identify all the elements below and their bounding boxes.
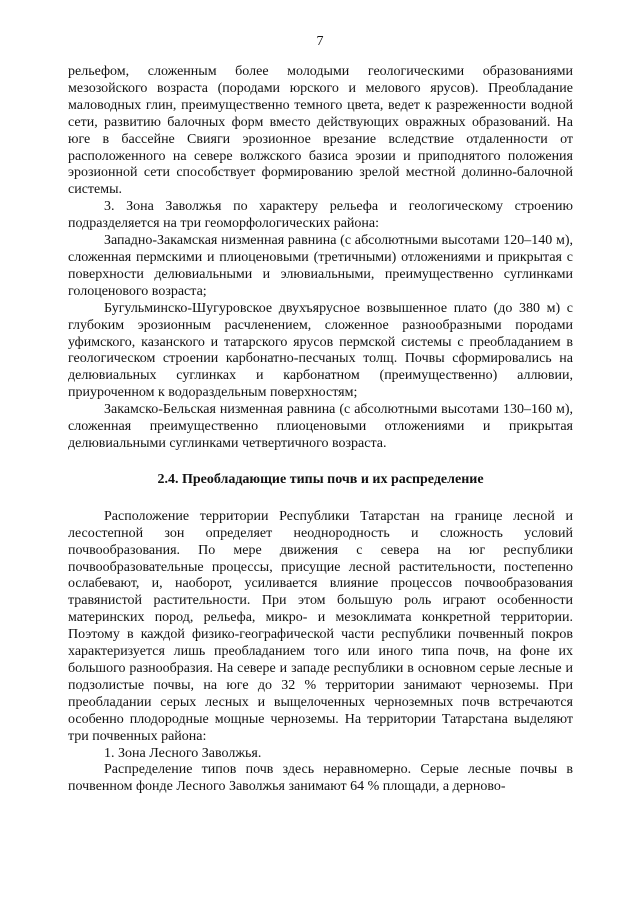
page-content (68, 64, 573, 796)
paragraph-zakamsk-belsk-plain: Закамско-Бельская низменная равнина (с абсолютными высотами 130–160 м), сложенная преимущественно плиоценовыми отложениями и прикрытая делювиальными суглинками четвертичного возраста. (68, 402, 573, 451)
paragraph-bugulma-plateau: Бугульминско-Шугуровское двухъярусное возвышенное плато (до 380 м) с глубоким эрозионным расчленением, сложенное разнообразными породами уфимского, казанского и татарского ярусов пермской системы с преобладанием в геологическом строении карбонатно-песчаных толщ. Почвы сформировались на делювиальных суглинках и карбонатном (преимущественно) аллювии, приуроченном к водораздельным поверхностям; (68, 300, 573, 401)
paragraph-continuation: рельефом, сложенным более молодыми геологическими образованиями мезозойского возраста (породами юрского и мелового ярусов). Преобладание маловодных глин, преимущественно темного цвета, ведет к разреженности водной сети, развитию балочных форм вместо действующих овражных образований. На юге в бассейне Свияги эрозионное врезание вследствие отдаленности от расположенного на севере волжского базиса эрозии и приподнятого положения эрозионной сети способствует формированию зрелой местной долинно-балочной системы. (68, 64, 573, 198)
paragraph-soil-formation: Расположение территории Республики Татарстан на границе лесной и лесостепной зон определяет неоднородность и сложность условий почвообразования. По мере движения с севера на юг республики почвообразовательные процессы, присущие лесной растительности, постепенно ослабевают, и, наоборот, усиливается влияние процессов почвообразования травянистой растительности. При этом большую роль играют особенности материнских пород, рельефа, микро- и мезоклимата конкретной территории. Поэтому в каждой физико-географической части республики почвенный покров характеризуется лишь преобладанием того или иного типа почв, на фоне их большого разнообразия. На севере и западе республики в основном серые лесные и подзолистые почвы, на юге до 32 % территории занимают черноземы. При преобладании серых лесных и выщелоченных черноземных почв встречаются особенно плодородные мощные черноземы. На территории Татарстана выделяют три почвенных района: (68, 508, 573, 744)
page-number: 7 (316, 34, 324, 49)
paragraph-zone-zavolzhye: 3. Зона Заволжья по характеру рельефа и геологическому строению подразделяется на три геоморфологических района: (68, 199, 573, 232)
paragraph-west-zakamsk-plain: Западно-Закамская низменная равнина (с абсолютными высотами 120–140 м), сложенная пермскими и плиоценовыми (третичными) отложениями и прикрытая с поверхности делювиальными и элювиальными, преимущественно суглинками голоценового возраста; (68, 233, 573, 299)
section-heading: 2.4. Преобладающие типы почв и их распределение (157, 471, 484, 487)
paragraph-soil-distribution: Распределение типов почв здесь неравномерно. Серые лесные почвы в почвенном фонде Лесного Заволжья занимают 64 % площади, а дерново- (68, 762, 573, 795)
paragraph-forest-zavolzhye-title: 1. Зона Лесного Заволжья. (104, 745, 262, 761)
